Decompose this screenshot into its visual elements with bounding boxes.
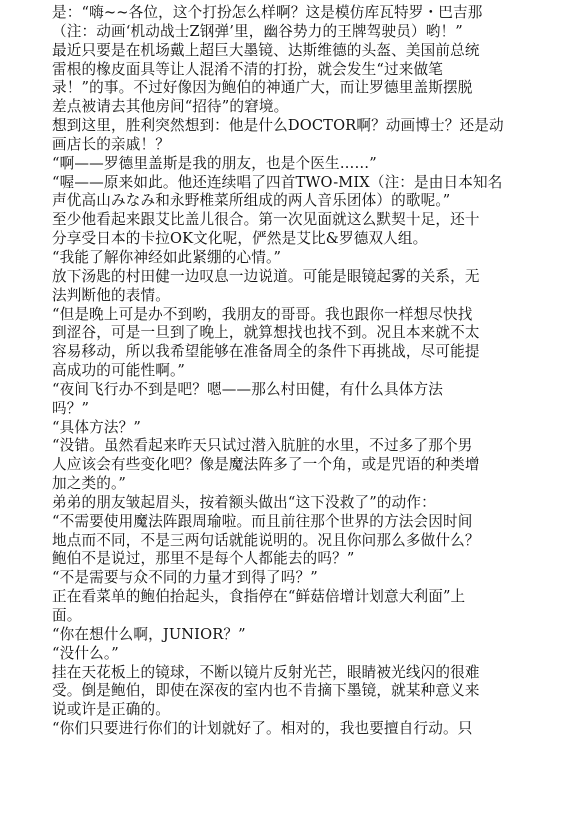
text-line: 声优高山みなみ和永野椎菜所组成的两人音乐团体）的歌呢。” xyxy=(52,192,451,210)
text-line: 正在看菜单的鲍伯抬起头，食指停在“鲜菇倍增计划意大利面”上 xyxy=(52,588,466,606)
text-line: 至少他看起来跟艾比盖儿很合。第一次见面就这么默契十足，还十 xyxy=(52,211,480,229)
text-line: “啊——罗德里盖斯是我的朋友，也是个医生……” xyxy=(52,154,377,172)
text-line: 分享受日本的卡拉OK文化呢，俨然是艾比&罗德双人组。 xyxy=(52,230,428,248)
text-line: 容易移动，所以我希望能够在准备周全的条件下再挑战，尽可能提 xyxy=(52,343,480,361)
text-line: 雷根的橡皮面具等让人混淆不清的打扮，就会发生“过来做笔 xyxy=(52,60,443,78)
text-line: 想到这里，胜利突然想到：他是什么DOCTOR啊？动画博士？还是动 xyxy=(52,117,504,135)
text-line: 受。倒是鲍伯，即使在深夜的室内也不肯摘下墨镜，就某种意义来 xyxy=(52,682,480,700)
text-line: 鲍伯不是说过，那里不是每个人都能去的吗？” xyxy=(52,550,355,568)
text-line: 说或许是正确的。 xyxy=(52,701,170,719)
text-line: （注：动画‘机动战士Z钢弹’里，幽谷势力的王牌驾驶员）哟！” xyxy=(52,22,463,40)
text-line: “你们只要进行你们的计划就好了。相对的，我也要擅自行动。只 xyxy=(52,720,473,738)
text-line: “喔——原来如此。他还连续唱了四首TWO-MIX（注：是由日本知名 xyxy=(52,173,503,191)
text-line: 面。 xyxy=(52,607,82,624)
text-line: 到涩谷，可是一旦到了晚上，就算想找也找不到。况且本来就不太 xyxy=(52,324,480,342)
text-line: 是：“嗨~~各位，这个打扮怎么样啊？这是模仿库瓦特罗・巴吉那 xyxy=(52,4,483,21)
text-line: 最近只要是在机场戴上超巨大墨镜、达斯维德的头盔、美国前总统 xyxy=(52,41,480,59)
text-line: “不需要使用魔法阵跟周瑜啦。而且前往那个世界的方法会因时间 xyxy=(52,512,473,530)
text-line: “具体方法？” xyxy=(52,418,141,436)
text-line: 画店长的亲戚！？ xyxy=(52,135,170,153)
text-line: 人应该会有些变化吧？像是魔法阵多了一个角，或是咒语的种类增 xyxy=(52,456,480,474)
text-line: 地点而不同，不是三两句话就能说明的。况且你问那么多做什么？ xyxy=(52,531,480,549)
text-line: 弟弟的朋友皱起眉头，按着额头做出“这下没救了”的动作： xyxy=(52,493,436,511)
document-text xyxy=(52,4,569,739)
text-line: “你在想什么啊，JUNIOR？” xyxy=(52,625,246,643)
text-line: “不是需要与众不同的力量才到得了吗？” xyxy=(52,569,318,587)
text-line: 放下汤匙的村田健一边叹息一边说道。可能是眼镜起雾的关系，无 xyxy=(52,267,480,285)
text-line: 吗？” xyxy=(52,399,90,417)
text-line: “夜间飞行办不到是吧？嗯——那么村田健，有什么具体方法 xyxy=(52,380,443,398)
text-line: 法判断他的表情。 xyxy=(52,286,170,304)
text-line: “但是晚上可是办不到哟，我朋友的哥哥。我也跟你一样想尽快找 xyxy=(52,305,473,323)
text-line: “没错。虽然看起来昨天只试过潜入肮脏的水里，不过多了那个男 xyxy=(52,437,473,455)
text-line: 录！”的事。不过好像因为鲍伯的神通广大，而让罗德里盖斯摆脱 xyxy=(52,79,473,97)
text-line: 高成功的可能性啊。” xyxy=(52,362,186,380)
text-line: 加之类的。” xyxy=(52,475,127,493)
text-line: 挂在天花板上的镜球，不断以镜片反射光芒，眼睛被光线闪的很难 xyxy=(52,663,480,681)
text-line: “没什么。” xyxy=(52,644,119,662)
text-line: 差点被请去其他房间“招待”的窘境。 xyxy=(52,98,289,116)
text-line: “我能了解你神经如此紧绷的心情。” xyxy=(52,248,282,266)
